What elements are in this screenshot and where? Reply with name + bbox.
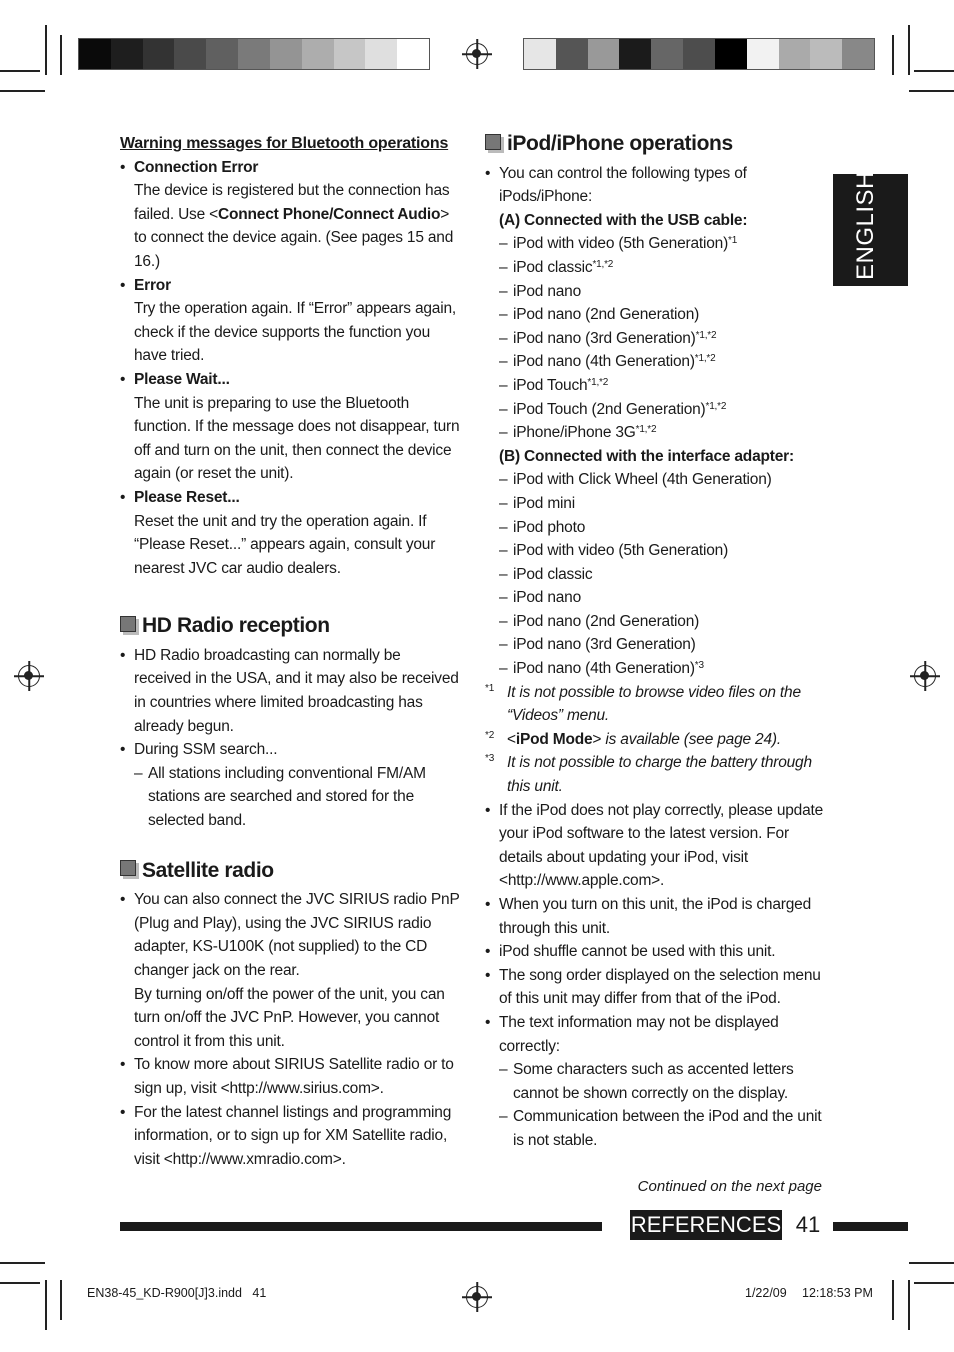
footnote: *1 It is not possible to browse video files on the “Videos” menu. <box>485 682 801 725</box>
section-label: REFERENCES <box>630 1210 782 1240</box>
crop-mark <box>0 90 45 92</box>
sub-list-item: – Some characters such as accented letters cannot be shown correctly on the display. <box>499 1058 825 1105</box>
device-item: – iPod photo <box>499 516 825 540</box>
list-item: • You can also connect the JVC SIRIUS radio PnP (Plug and Play), using the JVC SIRIUS radio adapter, KS-U100K (not supplied) to the CD changer jack on the rear. <box>120 888 460 982</box>
adapter-device-list <box>499 468 825 680</box>
device-item: – iPod nano (4th Generation)$^{*3}$ <box>499 657 825 681</box>
section-heading-satellite: Satellite radio <box>120 859 460 883</box>
list-item: • For the latest channel listings and programming information, or to sign up for XM Satellite radio, visit <http://www.xmradio.com>. <box>120 1101 460 1172</box>
crop-mark <box>45 25 47 75</box>
color-swatch <box>524 39 556 69</box>
device-item: – iPod classic$^{*1,*2}$ <box>499 256 825 280</box>
device-item: – iPod nano (2nd Generation) <box>499 610 825 634</box>
print-date: 1/22/09 <box>745 1286 787 1300</box>
device-item: – iPod nano <box>499 280 825 304</box>
section-marker-icon <box>485 134 501 150</box>
usb-device-list <box>499 232 825 444</box>
device-item: – iPod nano <box>499 586 825 610</box>
color-swatch <box>683 39 715 69</box>
left-column <box>120 132 460 1171</box>
registration-mark-icon <box>466 43 488 65</box>
color-swatch <box>397 39 429 69</box>
color-swatch <box>747 39 779 69</box>
crop-mark <box>60 35 62 75</box>
device-item: – iPod nano (3rd Generation) <box>499 633 825 657</box>
registration-mark-icon <box>18 665 40 687</box>
warning-item: • Please Wait... The unit is preparing to use the Bluetooth function. If the message does not disappear, turn off and turn on the unit, then connect the device again (or reset the unit). <box>120 368 460 486</box>
crop-mark <box>60 1280 62 1320</box>
color-swatch <box>111 39 143 69</box>
device-item: – iPhone/iPhone $3G^{*1,*2}$ <box>499 421 825 445</box>
section-marker-icon <box>120 860 136 876</box>
device-item: – iPod Touch (2nd Generation)$^{*1,*2}$ <box>499 398 825 422</box>
section-marker-icon <box>120 616 136 632</box>
adapter-heading: (B) Connected with the interface adapter: <box>499 447 794 465</box>
footnote: *2 <iPod Mode> is available (see page 24). <box>485 729 781 748</box>
list-item: • When you turn on this unit, the iPod is charged through this unit. <box>485 893 825 940</box>
device-item: – iPod nano (4th Generation)$^{*1,*2}$ <box>499 350 825 374</box>
footnote: *3 It is not possible to charge the battery through this unit. <box>485 753 812 796</box>
color-swatch <box>842 39 874 69</box>
list-item: • If the iPod does not play correctly, please update your iPod software to the latest version. For details about updating your iPod, visit <http://www.apple.com>. <box>485 799 825 893</box>
color-swatch <box>302 39 334 69</box>
color-calibration-bar-right <box>523 38 875 70</box>
section-heading-hd-radio: HD Radio reception <box>120 614 460 638</box>
list-item: • The song order displayed on the selection menu of this unit may differ from that of the iPod. <box>485 964 825 1011</box>
warning-item: • Error Try the operation again. If “Error” appears again, check if the device supports the function you have tried. <box>120 274 460 368</box>
crop-mark <box>0 1282 40 1284</box>
warning-item: • Please Reset... Reset the unit and try the operation again. If “Please Reset...” appears again, consult your nearest JVC car audio dealers. <box>120 486 460 580</box>
crop-mark <box>909 90 954 92</box>
crop-mark <box>892 35 894 75</box>
crop-mark <box>914 1282 954 1284</box>
color-swatch <box>238 39 270 69</box>
color-calibration-bar-left <box>78 38 430 70</box>
device-item: – iPod with Click Wheel (4th Generation) <box>499 468 825 492</box>
color-swatch <box>174 39 206 69</box>
color-swatch <box>810 39 842 69</box>
crop-mark <box>914 70 954 72</box>
color-swatch <box>715 39 747 69</box>
warning-heading: Warning messages for Bluetooth operations <box>120 135 449 152</box>
registration-mark-icon <box>914 665 936 687</box>
usb-heading: (A) Connected with the USB cable: <box>499 211 748 229</box>
page-number: 41 <box>795 1212 821 1237</box>
registration-mark-icon <box>466 1286 488 1308</box>
color-swatch <box>779 39 811 69</box>
footer-rule-right <box>833 1222 908 1231</box>
language-tab-label: ENGLISH <box>852 171 879 280</box>
right-column <box>485 132 825 1153</box>
footer-rule-left <box>120 1222 602 1231</box>
sub-list-item: – All stations including conventional FM/AM stations are searched and stored for the selected band. <box>134 762 460 833</box>
color-swatch <box>334 39 366 69</box>
section-heading-ipod: iPod/iPhone operations <box>485 132 825 156</box>
crop-mark <box>0 70 40 72</box>
color-swatch <box>270 39 302 69</box>
device-item: – iPod Touch$^{*1,*2}$ <box>499 374 825 398</box>
device-item: – iPod mini <box>499 492 825 516</box>
print-time: 12:18:53 PM <box>802 1286 873 1300</box>
crop-mark <box>892 1280 894 1320</box>
color-swatch <box>206 39 238 69</box>
color-swatch <box>619 39 651 69</box>
color-swatch <box>365 39 397 69</box>
color-swatch <box>556 39 588 69</box>
color-swatch <box>143 39 175 69</box>
warning-item: • Connection Error The device is registered but the connection has failed. Use <Connect Phone/Connect Audio> to connect the device again. (See pages 15 and 16.) <box>120 156 460 274</box>
continued-note: Continued on the next page <box>637 1178 822 1195</box>
device-item: – iPod with video (5th Generation)$^{*1}$ <box>499 232 825 256</box>
list-item: • The text information may not be displayed correctly: <box>485 1011 825 1058</box>
device-item: – iPod nano (2nd Generation) <box>499 303 825 327</box>
device-item: – iPod classic <box>499 563 825 587</box>
list-item: • To know more about SIRIUS Satellite radio or to sign up, visit <http://www.sirius.com>. <box>120 1053 460 1100</box>
list-item: • iPod shuffle cannot be used with this unit. <box>485 940 825 964</box>
color-swatch <box>651 39 683 69</box>
crop-mark <box>45 1280 47 1330</box>
crop-mark <box>908 1280 910 1330</box>
list-item: • You can control the following types of iPods/iPhone: <box>485 162 825 209</box>
color-swatch <box>588 39 620 69</box>
crop-mark <box>0 1262 45 1264</box>
crop-mark <box>909 1262 954 1264</box>
paragraph: By turning on/off the power of the unit, you can turn on/off the JVC PnP. However, you cannot control it from this unit. <box>134 985 445 1050</box>
crop-mark <box>908 25 910 75</box>
print-file-info: EN38-45_KD-R900[J]3.indd 41 <box>87 1286 267 1300</box>
list-item: • HD Radio broadcasting can normally be received in the USA, and it may also be received in countries where limited broadcasting has already begun. <box>120 644 460 738</box>
sub-list-item: – Communication between the iPod and the unit is not stable. <box>499 1105 825 1152</box>
device-item: – iPod nano (3rd Generation)$^{*1,*2}$ <box>499 327 825 351</box>
device-item: – iPod with video (5th Generation) <box>499 539 825 563</box>
color-swatch <box>79 39 111 69</box>
list-item: • During SSM search... <box>120 738 460 762</box>
